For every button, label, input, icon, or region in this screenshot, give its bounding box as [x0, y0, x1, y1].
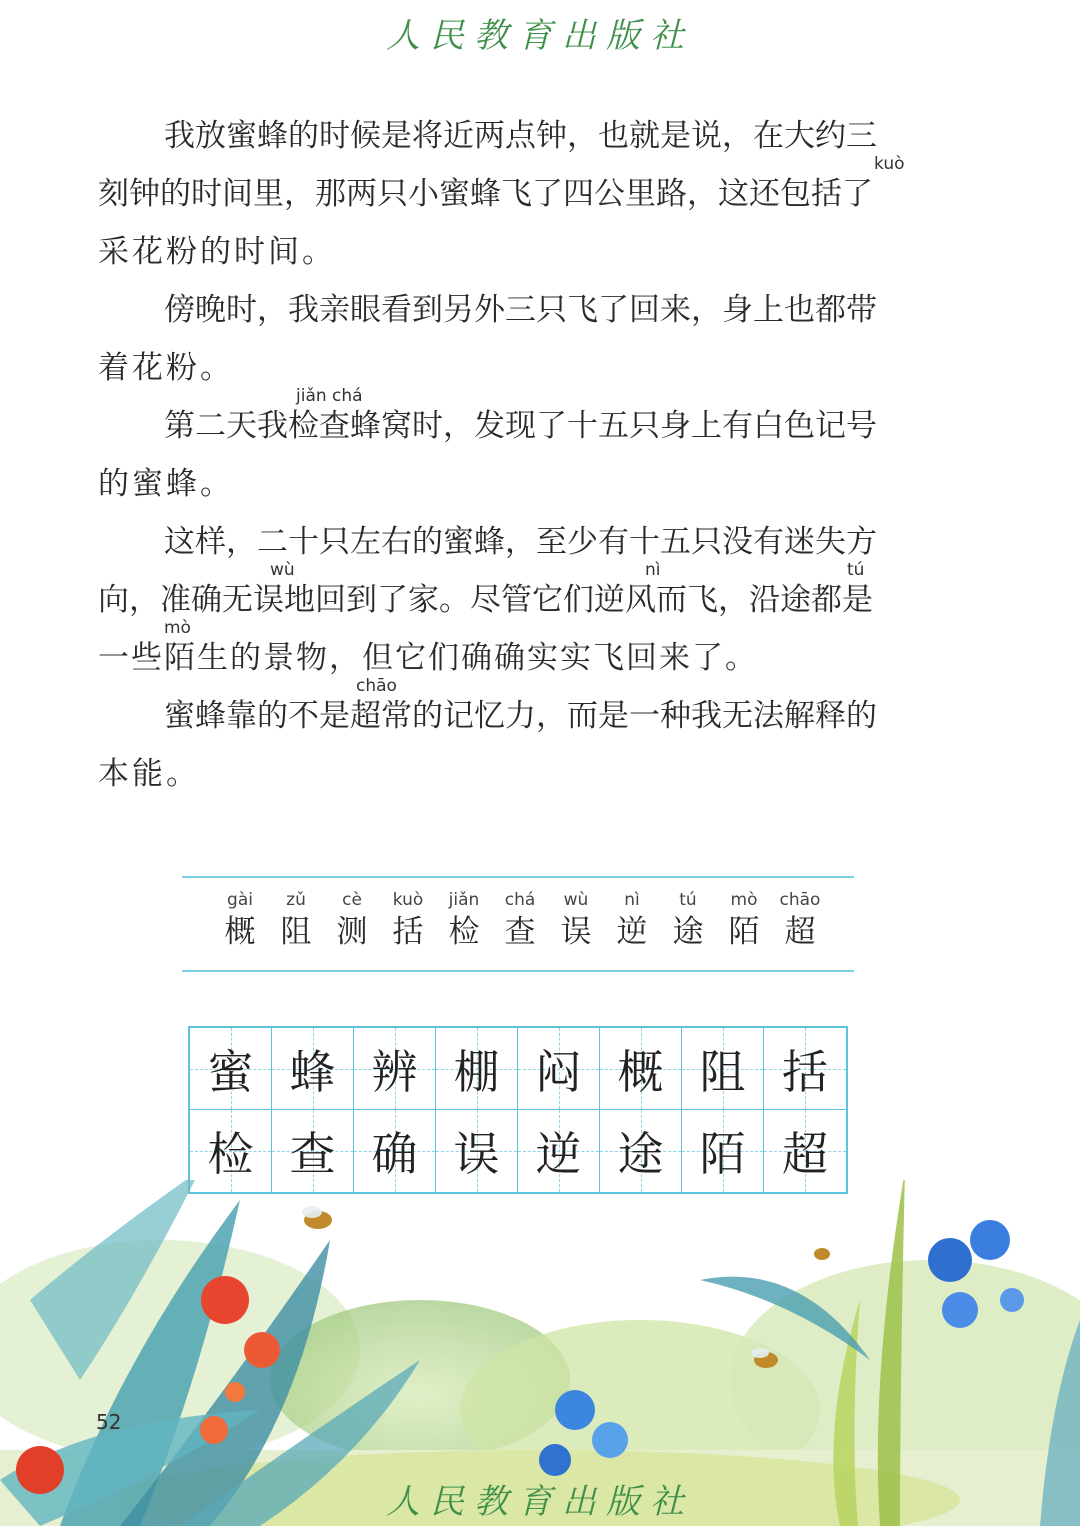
text-line: 采花粉的时间。 [98, 234, 336, 270]
grid-character: 辨 [371, 1044, 418, 1099]
grid-cell [518, 1028, 600, 1110]
vocab-item [492, 890, 548, 952]
page-number: 52 [96, 1410, 122, 1434]
vocab-item [548, 890, 604, 952]
pinyin-annotation: mò [164, 618, 191, 638]
grid-cell [764, 1028, 846, 1110]
vocab-character: 超 [784, 914, 816, 950]
grid-character: 蜜 [207, 1044, 254, 1099]
vocab-pinyin: zǔ [286, 890, 306, 910]
grid-character: 查 [289, 1127, 336, 1181]
text-line: 刻钟的时间里，那两只小蜜蜂飞了四公里路，这还包括了 [98, 176, 873, 212]
text-line: 我放蜜蜂的时候是将近两点钟，也就是说，在大约三 [164, 118, 877, 154]
vocabulary-strip [182, 876, 854, 972]
vocab-pinyin: nì [624, 890, 640, 910]
vocab-character: 阻 [280, 914, 312, 950]
text-line: 一些陌生的景物，但它们确确实实飞回来了。 [98, 640, 758, 676]
vocab-character: 概 [224, 914, 256, 950]
vocab-pinyin: jiǎn [448, 890, 480, 910]
pinyin-annotation: tú [847, 560, 865, 580]
text-line: 向，准确无误地回到了家。尽管它们逆风而飞，沿途都是 [98, 582, 873, 618]
grid-character: 概 [617, 1044, 664, 1099]
vocab-item [324, 890, 380, 952]
grid-character: 括 [782, 1044, 828, 1099]
vocab-pinyin: chá [504, 890, 536, 910]
text-line: 傍晚时，我亲眼看到另外三只飞了回来，身上也都带 [164, 292, 877, 328]
text-line: 本能。 [98, 756, 200, 792]
grid-cell [600, 1028, 682, 1110]
text-line: 着花粉。 [98, 350, 234, 386]
pinyin-annotation: kuò [874, 154, 905, 174]
grid-character: 误 [453, 1127, 500, 1181]
grid-character: 阻 [699, 1044, 746, 1099]
vocab-pinyin: mò [730, 890, 758, 910]
vocab-pinyin: cè [342, 890, 362, 910]
text-line: 的蜜蜂。 [98, 466, 234, 502]
vocab-character: 陌 [728, 914, 760, 950]
vocab-item [436, 890, 492, 952]
writing-grid [188, 1026, 848, 1194]
grid-cell [190, 1028, 272, 1110]
grid-character: 确 [371, 1127, 418, 1181]
publisher-footer: 人民教育出版社 [386, 1482, 694, 1522]
grid-character: 途 [617, 1127, 664, 1181]
vocab-item [716, 890, 772, 952]
text-line: 这样，二十只左右的蜜蜂，至少有十五只没有迷失方 [164, 524, 877, 560]
pinyin-annotation: jiǎn chá [296, 386, 363, 406]
vocab-item [772, 890, 828, 952]
grid-cell [682, 1028, 764, 1110]
vocab-character: 逆 [616, 914, 648, 950]
vocab-item [660, 890, 716, 952]
text-line: 第二天我检查蜂窝时，发现了十五只身上有白色记号 [164, 408, 877, 444]
vocab-character: 误 [560, 914, 592, 950]
grid-character: 闷 [535, 1044, 582, 1099]
vocab-pinyin: kuò [392, 890, 424, 910]
vocab-character: 查 [504, 914, 536, 950]
grid-character: 陌 [699, 1127, 746, 1181]
vocab-item [268, 890, 324, 952]
grid-cell [436, 1028, 518, 1110]
pinyin-annotation: nì [645, 560, 661, 580]
vocab-pinyin: chāo [779, 890, 821, 910]
vocab-item [604, 890, 660, 952]
text-line: 蜜蜂靠的不是超常的记忆力，而是一种我无法解释的 [164, 698, 877, 734]
vocab-pinyin: wù [563, 890, 589, 910]
vocab-item [212, 890, 268, 952]
publisher-header: 人民教育出版社 [386, 16, 694, 56]
vocab-character: 途 [672, 914, 704, 950]
vocab-pinyin: tú [679, 890, 697, 910]
pinyin-annotation: wù [270, 560, 295, 580]
vocabulary-row [212, 890, 828, 952]
grid-character: 棚 [453, 1044, 500, 1099]
grid-character: 逆 [535, 1127, 582, 1181]
grid-character: 蜂 [289, 1044, 336, 1099]
grid-character: 超 [782, 1127, 828, 1181]
grid-cell [272, 1028, 354, 1110]
vocab-character: 括 [392, 914, 424, 950]
grid-cell [354, 1028, 436, 1110]
vocab-pinyin: gài [227, 890, 253, 910]
grid-character: 检 [207, 1127, 254, 1181]
vocab-character: 检 [448, 914, 480, 950]
pinyin-annotation: chāo [356, 676, 397, 696]
vocab-item [380, 890, 436, 952]
vocab-character: 测 [336, 914, 368, 950]
